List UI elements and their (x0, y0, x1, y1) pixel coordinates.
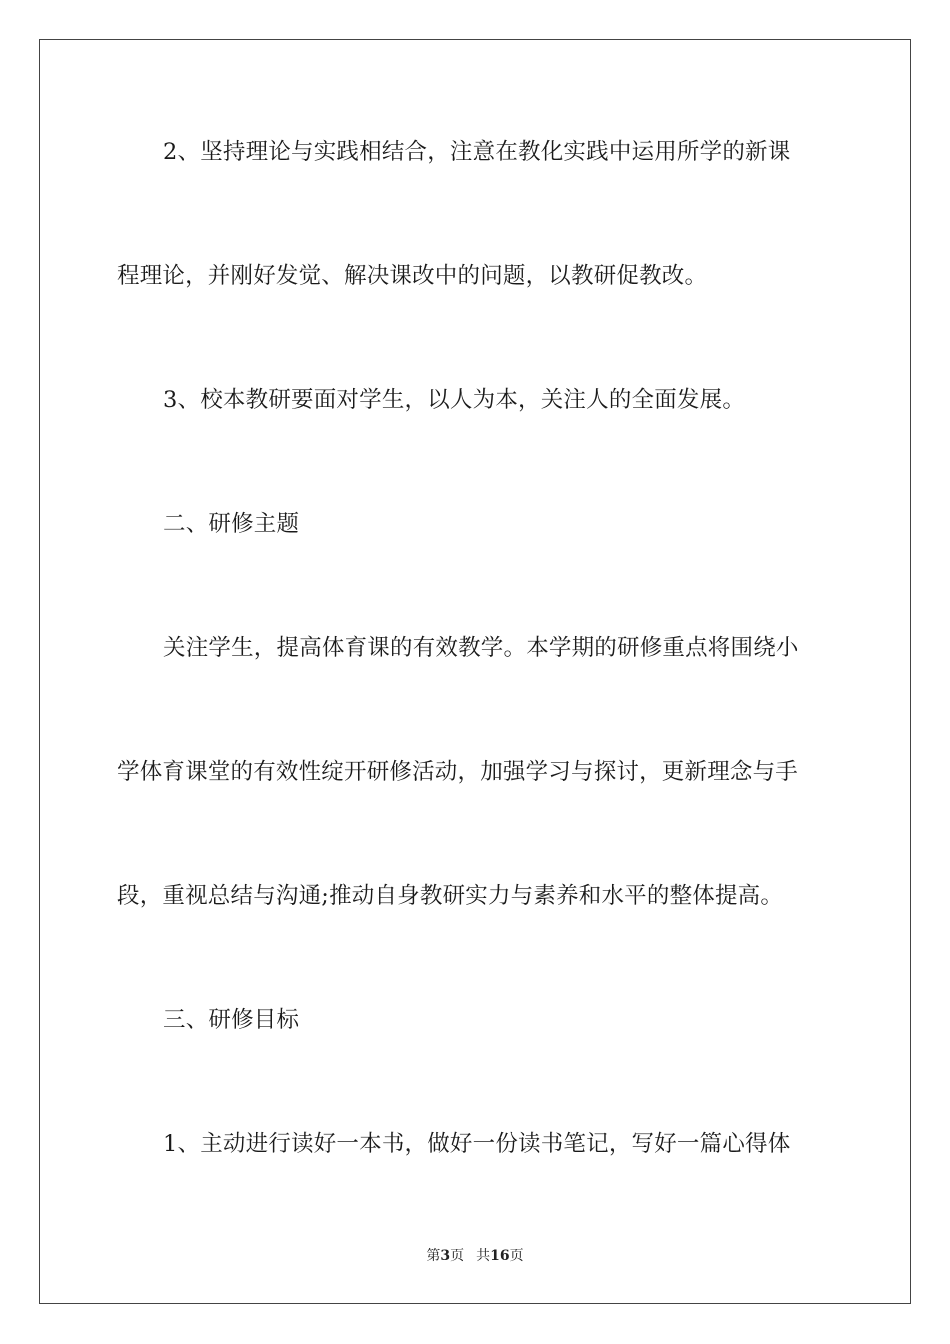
total-prefix: 共 (476, 1248, 491, 1264)
paragraph-line-5: 关注学生，提高体育课的有效教学。本学期的研修重点将围绕小 (163, 635, 799, 661)
page-prefix: 第 (426, 1248, 441, 1264)
total-pages: 16 (490, 1248, 510, 1264)
paragraph-line-1: 2、坚持理论与实践相结合，注意在教化实践中运用所学的新课 (163, 139, 791, 165)
paragraph-line-3: 3、校本教研要面对学生，以人为本，关注人的全面发展。 (163, 387, 746, 413)
paragraph-line-2: 程理论，并刚好发觉、解决课改中的问题，以教研促教改。 (117, 263, 708, 289)
section-heading-2: 二、研修主题 (163, 511, 300, 537)
page-border (39, 39, 911, 1304)
paragraph-line-7: 段，重视总结与沟通;推动自身教研实力与素养和水平的整体提高。 (117, 883, 784, 909)
paragraph-line-6: 学体育课堂的有效性绽开研修活动，加强学习与探讨，更新理念与手 (117, 759, 799, 785)
page-footer (0, 1246, 950, 1266)
page-number: 3 (440, 1248, 451, 1264)
page-suffix: 页 (450, 1248, 465, 1264)
total-suffix: 页 (509, 1248, 524, 1264)
paragraph-line-9: 1、主动进行读好一本书，做好一份读书笔记，写好一篇心得体 (163, 1131, 791, 1157)
section-heading-3: 三、研修目标 (163, 1007, 300, 1033)
